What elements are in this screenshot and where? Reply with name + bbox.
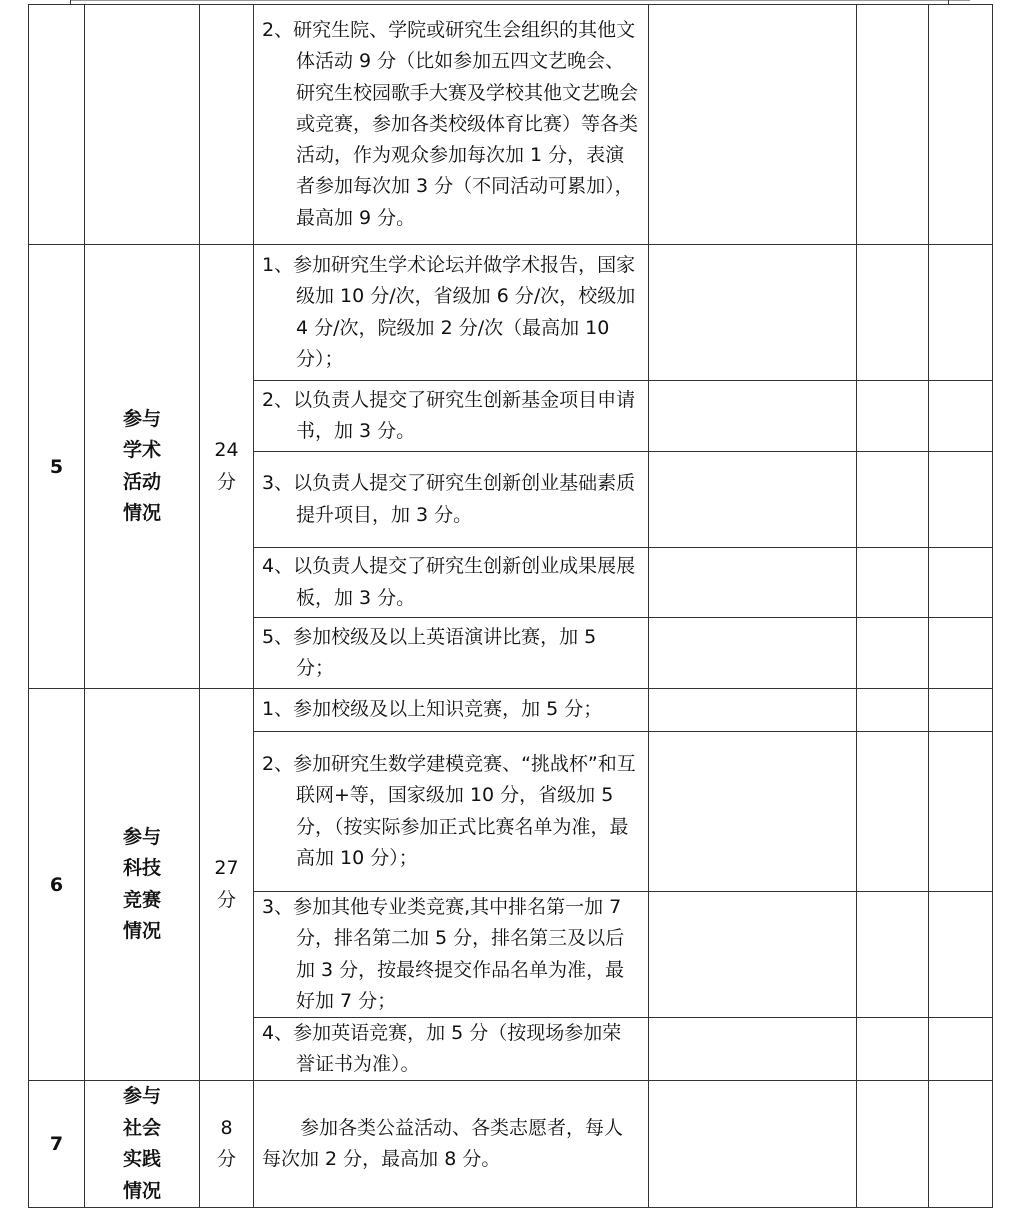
score-cell bbox=[649, 548, 857, 618]
blank-cell bbox=[929, 5, 993, 245]
points-unit: 分 bbox=[216, 888, 236, 911]
points-unit: 分 bbox=[216, 1148, 236, 1171]
score-cell bbox=[649, 689, 857, 732]
table-row bbox=[29, 1081, 993, 1208]
criteria-cell bbox=[254, 548, 649, 618]
category-line: 参与 bbox=[122, 1085, 161, 1108]
row-number-cell bbox=[29, 5, 85, 245]
row-number-cell: 7 bbox=[29, 1081, 85, 1208]
criteria-cell bbox=[254, 381, 649, 452]
category-line: 竞赛 bbox=[122, 888, 161, 911]
points-value: 27 bbox=[214, 857, 239, 880]
criteria-text: 4、以负责人提交了研究生创新创业成果展展板，加 3 分。 bbox=[262, 555, 636, 609]
criteria-cell bbox=[254, 689, 649, 732]
blank-cell bbox=[857, 452, 929, 548]
blank-cell bbox=[857, 5, 929, 245]
category-line: 参与 bbox=[122, 407, 161, 430]
score-cell bbox=[649, 1081, 857, 1208]
criteria-text: 参加各类公益活动、各类志愿者，每人每次加 2 分，最高加 8 分。 bbox=[262, 1117, 624, 1171]
points-value: 8 bbox=[220, 1116, 233, 1139]
points-cell bbox=[200, 1081, 254, 1208]
category-line: 情况 bbox=[122, 1179, 161, 1202]
criteria-cell bbox=[254, 452, 649, 548]
blank-cell bbox=[929, 381, 993, 452]
category-line: 社会 bbox=[122, 1116, 161, 1139]
points-unit: 分 bbox=[216, 470, 236, 493]
score-cell bbox=[649, 732, 857, 892]
blank-cell bbox=[857, 1081, 929, 1208]
blank-cell bbox=[857, 618, 929, 689]
blank-cell bbox=[929, 452, 993, 548]
criteria-text: 4、参加英语竞赛，加 5 分（按现场参加荣誉证书为准）。 bbox=[262, 1022, 622, 1076]
category-line: 科技 bbox=[122, 857, 161, 880]
blank-cell bbox=[929, 1081, 993, 1208]
criteria-cell bbox=[254, 618, 649, 689]
points-value: 24 bbox=[214, 439, 239, 461]
table-row bbox=[29, 689, 993, 732]
category-cell bbox=[85, 5, 200, 245]
criteria-text: 3、参加其他专业类竞赛,其中排名第一加 7 分，排名第二加 5 分，排名第三及以后加 3 分，按最终提交作品名单为准，最好加 7 分； bbox=[262, 896, 625, 1012]
category-line: 情况 bbox=[122, 502, 161, 524]
category-line: 情况 bbox=[122, 920, 161, 943]
blank-cell bbox=[857, 245, 929, 381]
page-top-rule bbox=[70, 0, 970, 1]
criteria-cell bbox=[254, 1081, 649, 1208]
table-row bbox=[29, 5, 993, 245]
blank-cell bbox=[857, 381, 929, 452]
category-line: 参与 bbox=[122, 825, 161, 848]
category-cell bbox=[85, 689, 200, 1081]
criteria-text: 2、研究生院、学院或研究生会组织的其他文体活动 9 分（比如参加五四文艺晚会、研究生校园歌手大赛及学校其他文艺晚会或竞赛，参加各类校级体育比赛）等各类活动，作为观众参加每次加 1 分，表演者参加每次加 3 分（不同活动可累加），最高加 9 分。 bbox=[262, 19, 639, 229]
points-cell bbox=[200, 689, 254, 1081]
criteria-cell bbox=[254, 1018, 649, 1081]
criteria-cell bbox=[254, 5, 649, 245]
blank-cell bbox=[929, 548, 993, 618]
blank-cell bbox=[857, 548, 929, 618]
criteria-cell bbox=[254, 892, 649, 1018]
points-cell bbox=[200, 5, 254, 245]
blank-cell bbox=[929, 618, 993, 689]
blank-cell bbox=[857, 732, 929, 892]
points-cell bbox=[200, 245, 254, 689]
criteria-text: 1、参加研究生学术论坛并做学术报告，国家级加 10 分/次，省级加 6 分/次，校级加 4 分/次，院级加 2 分/次（最高加 10 分）； bbox=[262, 254, 636, 370]
criteria-cell bbox=[254, 732, 649, 892]
score-cell bbox=[649, 618, 857, 689]
criteria-text: 5、参加校级及以上英语演讲比赛，加 5 分； bbox=[262, 625, 597, 679]
blank-cell bbox=[857, 892, 929, 1018]
blank-cell bbox=[929, 732, 993, 892]
category-cell bbox=[85, 245, 200, 689]
blank-cell bbox=[857, 689, 929, 732]
category-line: 活动 bbox=[122, 470, 161, 493]
score-cell bbox=[649, 452, 857, 548]
row-number-cell: 6 bbox=[29, 689, 85, 1081]
criteria-text: 2、参加研究生数学建模竞赛、“挑战杯”和互联网+等，国家级加 10 分，省级加 5 分，（按实际参加正式比赛名单为准，最高加 10 分）； bbox=[262, 753, 636, 869]
row-number-cell: 5 bbox=[29, 245, 85, 689]
score-cell bbox=[649, 245, 857, 381]
criteria-text: 1、参加校级及以上知识竞赛，加 5 分； bbox=[262, 698, 603, 721]
blank-cell bbox=[929, 245, 993, 381]
criteria-text: 2、以负责人提交了研究生创新基金项目申请书，加 3 分。 bbox=[262, 388, 636, 442]
score-cell bbox=[649, 381, 857, 452]
criteria-cell bbox=[254, 245, 649, 381]
category-line: 学术 bbox=[122, 439, 161, 461]
blank-cell bbox=[929, 892, 993, 1018]
scoring-table bbox=[28, 4, 993, 1208]
category-line: 实践 bbox=[122, 1148, 161, 1171]
score-cell bbox=[649, 1018, 857, 1081]
blank-cell bbox=[929, 1018, 993, 1081]
criteria-text: 3、以负责人提交了研究生创新创业基础素质提升项目，加 3 分。 bbox=[262, 472, 636, 526]
score-cell bbox=[649, 5, 857, 245]
score-cell bbox=[649, 892, 857, 1018]
blank-cell bbox=[857, 1018, 929, 1081]
blank-cell bbox=[929, 689, 993, 732]
table-row bbox=[29, 245, 993, 381]
category-cell bbox=[85, 1081, 200, 1208]
